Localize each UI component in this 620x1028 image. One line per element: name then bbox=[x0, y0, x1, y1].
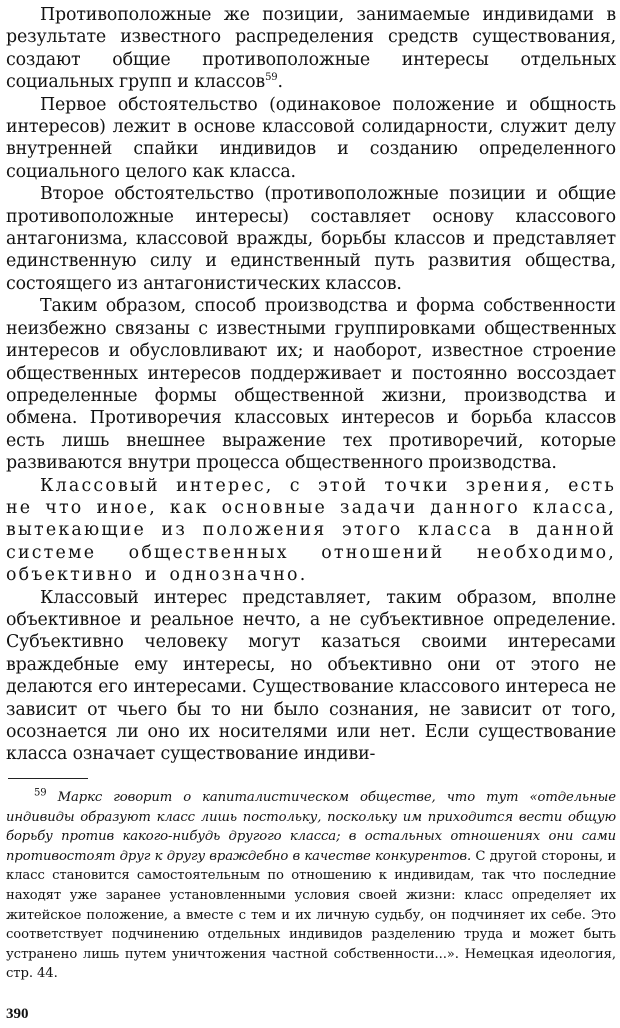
page-number: 390 bbox=[6, 1006, 29, 1022]
footnote-reference: 59 bbox=[265, 72, 278, 84]
footnote-divider bbox=[8, 778, 88, 779]
main-text bbox=[6, 4, 616, 766]
paragraph-4: Таким образом, способ производства и форма собственности неизбежно связаны с известными группировками общественных интересов и обусловливают их; и наоборот, известное строение общественных интересов поддерживает и постоянно воссоздает определенные формы общественной жизни, производства и обмена. Противоречия классовых интересов и борьба классов есть лишь внешнее выражение тех противоречий, которые развиваются внутри процесса общественного производства. bbox=[6, 296, 616, 474]
paragraph-1-text: Противоположные же позиции, занимаемые индивидами в результате известного распределения средств существования, создают общие противоположные интересы отдельных социальных групп и классов bbox=[6, 5, 616, 93]
paragraph-2: Первое обстоятельство (одинаковое положение и общность интересов) лежит в основе классовой солидарности, служит делу внутренней спайки индивидов и созданию определенного социального целого как класса. bbox=[6, 94, 616, 182]
paragraph-6: Классовый интерес представляет, таким образом, вполне объективное и реальное нечто, а не субъективное определение. Субъективно человеку могут казаться своими интересами враждебные ему интересы, но объективно они от этого не делаются его интересами. Существование классового интереса не зависит от чьего бы то ни было сознания, не зависит от того, осознается ли оно их носителями или нет. Если существование класса означает существование индиви- bbox=[6, 587, 616, 765]
footnote-italic-text: Маркс говорит о капиталистическом обществе, что тут «отдельные индивиды образуют класс лишь постольку, поскольку им приходится вести общую борьбу против какого-нибудь другого класса; в остальных отношениях они сами противостоят друг к другу враждебно в качестве конкурентов. bbox=[6, 790, 616, 864]
paragraph-5-spaced: Классовый интерес, с этой точки зрения, есть не что иное, как основные задачи данного класса, вытекающие из положения этого класса в данной системе общественных отношений необходимо, объективно и однозначно. bbox=[6, 475, 616, 586]
footnote-number: 59 bbox=[34, 787, 47, 799]
paragraph-1: Противоположные же позиции, занимаемые индивидами в результате известного распределения средств существования, создают общие противоположные интересы отдельных социальных групп и классов$^{59}$. bbox=[6, 5, 616, 93]
footnote bbox=[6, 788, 616, 984]
paragraph-3: Второе обстоятельство (противоположные позиции и общие противоположные интересы) составляет основу классового антагонизма, классовой вражды, борьбы классов и представляет единственную силу и единственный путь развития общества, состоящего из антагонистических классов. bbox=[6, 184, 616, 294]
footnote-quote-text: С другой стороны, и класс становится самостоятельным по отношению к индивидам, так что последние находят уже заранее установленными условия своей жизни: класс определяет их житейское положение, а вместе с тем и их личную судьбу, он подчиняет их себе. Это соответствует подчинению отдельных индивидов разделению труда и может быть устранено лишь путем уничтожения частной собственности...». Немецкая идеология, стр. 44. bbox=[6, 848, 617, 982]
